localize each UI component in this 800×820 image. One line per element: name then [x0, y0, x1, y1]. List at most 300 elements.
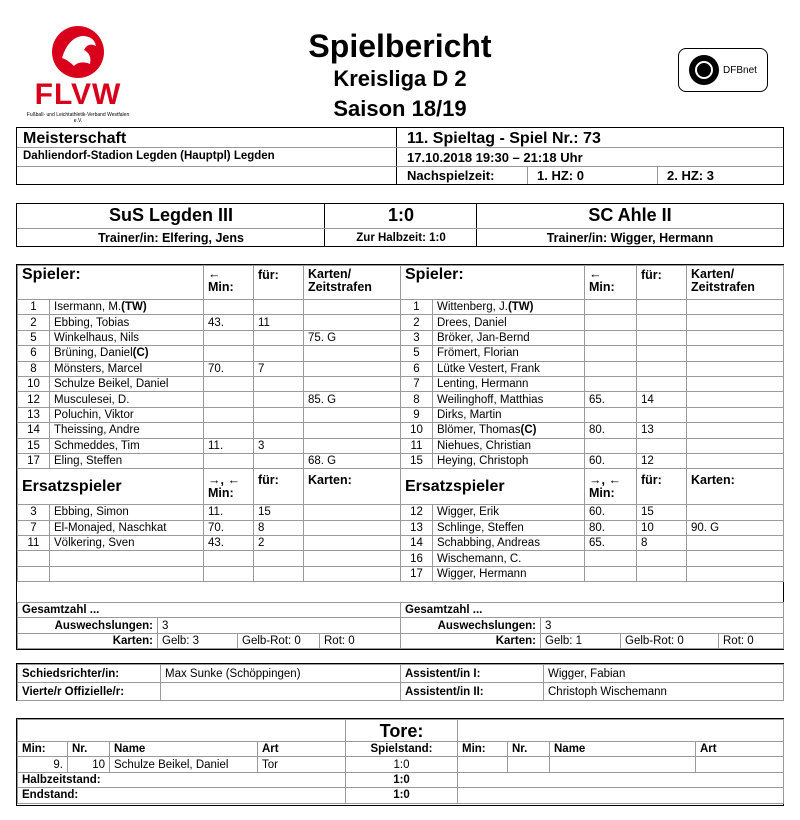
home-coach: Trainer/in: Elfering, Jens: [98, 231, 244, 245]
player-name: [433, 551, 585, 566]
flvw-logo: [22, 20, 134, 128]
player-minute: [585, 315, 637, 330]
player-card: [304, 315, 401, 330]
player-card: 75. G: [304, 330, 401, 345]
goal-nr: 10: [68, 757, 110, 772]
player-for: 7: [254, 361, 304, 376]
assistant2-label: Assistent/in II:: [401, 683, 544, 701]
away-subs-count: 3: [541, 618, 784, 633]
player-card: [687, 536, 784, 551]
player-name: [433, 520, 585, 535]
player-card: [304, 376, 401, 391]
extra-time-label: Nachspielzeit:: [407, 168, 495, 183]
player-card: [304, 536, 401, 551]
player-card: [304, 407, 401, 422]
player-card: [687, 453, 784, 468]
player-minute: 60.: [585, 505, 637, 520]
player-for: [637, 407, 687, 422]
player-number: 17: [18, 453, 50, 468]
subs-count-label: Auswechslungen:: [18, 618, 158, 633]
player-row: [401, 438, 784, 453]
player-name-text: Ebbing, Tobias: [54, 316, 130, 329]
player-minute: 65.: [585, 536, 637, 551]
player-role: (C): [520, 424, 537, 437]
player-for: 8: [637, 536, 687, 551]
matchday: 11. Spieltag - Spiel Nr.: 73: [407, 130, 601, 147]
player-number: 14: [401, 536, 433, 551]
player-minute: [204, 407, 254, 422]
goals-art-header: Art: [696, 742, 784, 757]
player-minute: [585, 300, 637, 315]
player-name-text: Wigger, Erik: [437, 506, 499, 519]
player-name-text: Blömer, Thomas: [437, 424, 521, 437]
goals-name-header: Name: [110, 742, 258, 757]
goal-score: 1:0: [346, 757, 458, 772]
player-name-text: Wigger, Hermann: [437, 568, 527, 581]
min-inout-header: →, ← Min:: [585, 469, 637, 505]
dfb-eagle-icon: [689, 55, 719, 85]
player-number: [18, 551, 50, 566]
fuer-header: für:: [637, 469, 687, 505]
player-row: [18, 505, 401, 520]
player-number: [18, 566, 50, 581]
player-minute: [204, 300, 254, 315]
away-lineup-table: [400, 265, 784, 582]
away-red: Rot: 0: [719, 633, 784, 648]
logo-text: FLVW: [34, 78, 122, 111]
player-name-text: Poluchin, Viktor: [54, 408, 134, 421]
player-for: [254, 300, 304, 315]
player-number: 3: [401, 330, 433, 345]
player-row: [18, 551, 401, 566]
player-name-text: Lütke Vestert, Frank: [437, 362, 540, 375]
player-name-text: Schmeddes, Tim: [54, 439, 140, 452]
player-number: 15: [401, 453, 433, 468]
player-card: [687, 300, 784, 315]
match-datetime: 17.10.2018 19:30 – 21:18 Uhr: [407, 150, 583, 165]
player-name-text: Lenting, Hermann: [437, 378, 529, 391]
lineups: [16, 264, 784, 650]
fuer-header: für:: [254, 469, 304, 505]
match-meta: [16, 127, 784, 185]
player-number: 1: [18, 300, 50, 315]
venue: Dahliendorf-Stadion Legden (Hauptpl) Legden: [23, 150, 275, 162]
logo-subtext: Fußball- und Leichtathletik-Verband Westfalen e.V.: [26, 112, 130, 124]
away-team: SC Ahle II: [588, 205, 672, 225]
home-subs-count: 3: [158, 618, 401, 633]
player-card: [304, 438, 401, 453]
player-number: 14: [18, 423, 50, 438]
player-for: [637, 551, 687, 566]
player-row: [401, 551, 784, 566]
endscore-value: 1:0: [346, 788, 458, 803]
player-number: 9: [401, 407, 433, 422]
fourth-official: [161, 683, 401, 701]
player-name: [50, 407, 204, 422]
goals-nr-header: Nr.: [508, 742, 550, 757]
player-name: [50, 453, 204, 468]
goal-art: Tor: [258, 757, 346, 772]
player-for: 8: [254, 520, 304, 535]
player-for: [637, 361, 687, 376]
player-name: [50, 346, 204, 361]
player-name: [50, 536, 204, 551]
player-minute: [204, 376, 254, 391]
player-for: 13: [637, 423, 687, 438]
player-minute: [204, 392, 254, 407]
player-card: 85. G: [304, 392, 401, 407]
dfbnet-label: DFBnet: [723, 64, 757, 76]
player-for: 14: [637, 392, 687, 407]
player-name-text: El-Monajed, Naschkat: [54, 521, 167, 534]
goals-min-header: Min:: [18, 742, 68, 757]
home-yellow-red: Gelb-Rot: 0: [238, 633, 320, 648]
players-header: Spieler:: [401, 266, 585, 300]
player-row: [18, 520, 401, 535]
player-for: 3: [254, 438, 304, 453]
home-totals: [17, 602, 401, 649]
player-name-text: Theissing, Andre: [54, 424, 140, 437]
player-for: [254, 346, 304, 361]
player-card: 68. G: [304, 453, 401, 468]
total-label: Gesamtzahl ...: [18, 603, 401, 618]
player-number: 8: [401, 392, 433, 407]
subs-header: Ersatzspieler: [401, 469, 585, 505]
player-row: [401, 330, 784, 345]
player-minute: [204, 551, 254, 566]
player-name-text: Winkelhaus, Nils: [54, 331, 139, 344]
player-name-text: Wittenberg, J.: [437, 301, 508, 314]
player-row: [18, 453, 401, 468]
player-minute: 70.: [204, 520, 254, 535]
goals: [16, 718, 784, 806]
player-minute: 80.: [585, 520, 637, 535]
player-card: [304, 361, 401, 376]
player-role: (TW): [121, 301, 147, 314]
player-for: [637, 346, 687, 361]
player-for: [254, 407, 304, 422]
player-number: 12: [18, 392, 50, 407]
cards-short-header: Karten:: [687, 469, 784, 505]
player-minute: 11.: [204, 438, 254, 453]
total-label: Gesamtzahl ...: [401, 603, 784, 618]
player-name: [433, 505, 585, 520]
competition: Meisterschaft: [23, 130, 127, 147]
league-name: Kreisliga D 2: [333, 66, 467, 91]
player-number: 10: [18, 376, 50, 391]
player-number: 2: [401, 315, 433, 330]
cards-short-header: Karten:: [304, 469, 401, 505]
player-card: [687, 407, 784, 422]
assistant1-label: Assistent/in I:: [401, 665, 544, 683]
player-name-text: Schlinge, Steffen: [437, 521, 524, 534]
fuer-header: für:: [637, 266, 687, 300]
player-card: [304, 551, 401, 566]
player-row: [18, 536, 401, 551]
player-minute: [204, 453, 254, 468]
cards-label: Karten:: [18, 633, 158, 648]
home-yellow: Gelb: 3: [158, 633, 238, 648]
player-number: 8: [18, 361, 50, 376]
player-number: 11: [18, 536, 50, 551]
officials: [16, 663, 784, 701]
player-minute: [585, 551, 637, 566]
player-name-text: Heying, Christoph: [437, 455, 529, 468]
player-name-text: Wischemann, C.: [437, 552, 522, 565]
referee: Max Sunke (Schöppingen): [161, 665, 401, 683]
player-name: [433, 536, 585, 551]
player-row: [401, 536, 784, 551]
player-for: [254, 330, 304, 345]
player-name: [50, 376, 204, 391]
halftime-score: Zur Halbzeit: 1:0: [356, 232, 446, 244]
goals-min-header: Min:: [458, 742, 508, 757]
cards-header: Karten/ Zeitstrafen: [687, 266, 784, 300]
players-header: Spieler:: [18, 266, 204, 300]
goals-score-header: Spielstand:: [346, 742, 458, 757]
player-card: [304, 505, 401, 520]
endscore-label: Endstand:: [18, 788, 346, 803]
player-name: [50, 300, 204, 315]
player-card: [687, 505, 784, 520]
player-name: [50, 392, 204, 407]
player-for: [637, 300, 687, 315]
player-minute: [585, 407, 637, 422]
player-name: [433, 346, 585, 361]
player-for: 10: [637, 520, 687, 535]
player-for: [254, 376, 304, 391]
min-out-header: ← Min:: [204, 266, 254, 300]
player-name-text: Niehues, Christian: [437, 439, 531, 452]
player-name: [433, 361, 585, 376]
player-row: [18, 423, 401, 438]
player-number: 15: [18, 438, 50, 453]
player-name: [433, 453, 585, 468]
player-row: [401, 566, 784, 581]
player-card: 90. G: [687, 520, 784, 535]
player-number: 1: [401, 300, 433, 315]
away-totals: [400, 602, 784, 649]
goals-title: Tore:: [346, 720, 458, 742]
player-minute: [585, 330, 637, 345]
player-name-text: Mönsters, Marcel: [54, 362, 143, 375]
player-row: [18, 566, 401, 581]
player-card: [687, 551, 784, 566]
player-number: 13: [18, 407, 50, 422]
player-row: [18, 392, 401, 407]
scoreboard: [16, 203, 784, 247]
player-name: [433, 300, 585, 315]
player-name-text: Bröker, Jan-Bernd: [437, 331, 530, 344]
player-number: 5: [18, 330, 50, 345]
player-minute: 70.: [204, 361, 254, 376]
player-name-text: Isermann, M.: [54, 301, 122, 314]
player-number: 10: [401, 423, 433, 438]
player-name-text: Brüning, Daniel: [54, 347, 133, 360]
player-for: [637, 566, 687, 581]
player-card: [687, 566, 784, 581]
player-row: [18, 407, 401, 422]
player-for: 15: [254, 505, 304, 520]
player-row: [401, 315, 784, 330]
player-minute: 43.: [204, 315, 254, 330]
player-name: [433, 566, 585, 581]
min-out-header: ← Min:: [585, 266, 637, 300]
player-name-text: Völkering, Sven: [54, 537, 135, 550]
player-minute: 80.: [585, 423, 637, 438]
page-title: Spielbericht: [308, 28, 492, 64]
player-row: [401, 505, 784, 520]
home-red: Rot: 0: [320, 633, 401, 648]
player-name-text: Ebbing, Simon: [54, 506, 129, 519]
player-name: [433, 438, 585, 453]
player-card: [304, 566, 401, 581]
dfbnet-logo: [678, 48, 768, 92]
player-minute: 65.: [585, 392, 637, 407]
player-row: [401, 300, 784, 315]
player-name-text: Schabbing, Andreas: [437, 537, 540, 550]
halftime-value: 1:0: [346, 772, 458, 787]
extra-time-hz1: 1. HZ: 0: [537, 168, 584, 183]
cards-label: Karten:: [401, 633, 541, 648]
player-minute: 43.: [204, 536, 254, 551]
player-name: [50, 551, 204, 566]
player-card: [687, 330, 784, 345]
player-minute: [204, 566, 254, 581]
subs-header: Ersatzspieler: [18, 469, 204, 505]
home-lineup-table: [17, 265, 401, 582]
player-role: (C): [132, 347, 149, 360]
player-name: [50, 361, 204, 376]
goal-row: [18, 757, 784, 772]
player-name-text: Schulze Beikel, Daniel: [54, 378, 169, 391]
player-minute: 11.: [204, 505, 254, 520]
player-name: [433, 376, 585, 391]
player-card: [304, 300, 401, 315]
player-name-text: Dirks, Martin: [437, 408, 502, 421]
player-row: [18, 361, 401, 376]
player-row: [401, 520, 784, 535]
player-minute: [204, 330, 254, 345]
player-row: [18, 315, 401, 330]
player-name: [50, 520, 204, 535]
player-row: [18, 330, 401, 345]
player-for: 15: [637, 505, 687, 520]
player-for: [637, 438, 687, 453]
player-card: [687, 376, 784, 391]
season: Saison 18/19: [333, 96, 467, 121]
referee-label: Schiedsrichter/in:: [18, 665, 161, 683]
final-score: 1:0: [387, 205, 414, 225]
player-name: [433, 315, 585, 330]
away-yellow-red: Gelb-Rot: 0: [621, 633, 719, 648]
player-name: [50, 438, 204, 453]
player-row: [401, 453, 784, 468]
player-card: [687, 438, 784, 453]
player-for: [254, 453, 304, 468]
player-name: [50, 423, 204, 438]
player-for: [637, 376, 687, 391]
player-for: 2: [254, 536, 304, 551]
player-row: [401, 423, 784, 438]
player-card: [687, 346, 784, 361]
player-card: [687, 392, 784, 407]
player-card: [687, 315, 784, 330]
player-number: 6: [18, 346, 50, 361]
fourth-official-label: Vierte/r Offizielle/r:: [18, 683, 161, 701]
extra-time-hz2: 2. HZ: 3: [667, 168, 714, 183]
player-for: 11: [254, 315, 304, 330]
player-number: 16: [401, 551, 433, 566]
player-name: [50, 315, 204, 330]
home-team: SuS Legden III: [108, 205, 233, 225]
fuer-header: für:: [254, 266, 304, 300]
goal-name: Schulze Beikel, Daniel: [110, 757, 258, 772]
player-name-text: Drees, Daniel: [437, 316, 507, 329]
goals-name-header: Name: [550, 742, 696, 757]
player-row: [18, 300, 401, 315]
halftime-label: Halbzeitstand:: [18, 772, 346, 787]
goals-art-header: Art: [258, 742, 346, 757]
player-card: [687, 423, 784, 438]
player-name: [433, 392, 585, 407]
player-number: 5: [401, 346, 433, 361]
player-minute: [204, 423, 254, 438]
player-minute: [204, 346, 254, 361]
player-name-text: Eling, Steffen: [54, 455, 123, 468]
player-name-text: Frömert, Florian: [437, 347, 519, 360]
cards-header: Karten/ Zeitstrafen: [304, 266, 401, 300]
goal-min: 9.: [18, 757, 68, 772]
player-number: 7: [401, 376, 433, 391]
player-name: [433, 423, 585, 438]
player-minute: [585, 438, 637, 453]
assistant2: Christoph Wischemann: [544, 683, 784, 701]
player-for: [254, 551, 304, 566]
player-name: [433, 407, 585, 422]
player-row: [18, 346, 401, 361]
player-name: [50, 505, 204, 520]
player-number: 17: [401, 566, 433, 581]
player-minute: [585, 346, 637, 361]
subs-count-label: Auswechslungen:: [401, 618, 541, 633]
player-row: [18, 376, 401, 391]
player-name-text: Musculesei, D.: [54, 393, 130, 406]
player-number: 6: [401, 361, 433, 376]
assistant1: Wigger, Fabian: [544, 665, 784, 683]
player-number: 12: [401, 505, 433, 520]
away-coach: Trainer/in: Wigger, Hermann: [546, 231, 714, 245]
player-for: [254, 566, 304, 581]
player-row: [401, 376, 784, 391]
player-card: [304, 520, 401, 535]
player-minute: [585, 566, 637, 581]
player-for: [254, 423, 304, 438]
player-minute: 60.: [585, 453, 637, 468]
player-name: [50, 566, 204, 581]
player-row: [401, 392, 784, 407]
player-role: (TW): [507, 301, 534, 314]
player-row: [401, 407, 784, 422]
player-card: [687, 361, 784, 376]
player-card: [304, 346, 401, 361]
player-number: 2: [18, 315, 50, 330]
player-number: 7: [18, 520, 50, 535]
away-yellow: Gelb: 1: [541, 633, 621, 648]
player-number: 11: [401, 438, 433, 453]
player-number: 3: [18, 505, 50, 520]
player-minute: [585, 361, 637, 376]
